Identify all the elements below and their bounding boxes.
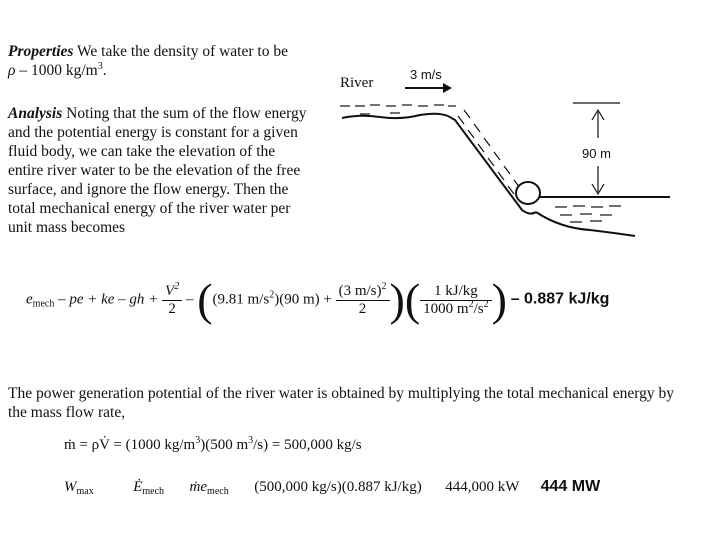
- wmax-values: (500,000 kg/s)(0.887 kJ/kg): [254, 479, 422, 495]
- wmax-result: 444 MW: [540, 478, 601, 495]
- analysis-heading: Analysis: [8, 105, 63, 122]
- velocity-fraction: $\frac{(3 m/s)^2}{2}$: [336, 283, 390, 318]
- minus-sign: –: [182, 291, 198, 308]
- height-arrow-up: [592, 110, 604, 138]
- emech-result: – 0.887 kJ/kg: [510, 290, 610, 308]
- right-paren: ): [389, 274, 405, 325]
- gravity-term: (9.81 m/s: [212, 291, 270, 308]
- density-value: – 1000 kg/m: [15, 62, 98, 79]
- wmax-equation: $W_{max}$ $Ė_{mech}$ ṁe$_{mech}$ (500,000 kg/s)(0.887 kJ/kg) 444,000 kW 444 MW: [64, 478, 601, 497]
- emech-dot-symbol: Ė: [133, 479, 143, 495]
- emech-equation: $e_{mech}$ – pe + ke – gh + $\frac{V^2}{2}$ – ((9.81 $m/s^2)(90$ m) + $\frac{(3 m/s)^2}{2}$ )( $\frac{1 kJ/kg}{1000 m^2/s^2}$ ) – 0.887 kJ/kg: [26, 274, 610, 325]
- rho-symbol: ρ: [8, 62, 16, 79]
- mass-flow-text: ṁ = ρV̇ = (1000 kg/m: [64, 437, 196, 453]
- mass-flow-equation: ṁ = ρV̇ = (1000 $kg/m^3)(500$ $m^3/s) = 500,000$ kg/s: [64, 435, 362, 453]
- analysis-line: surface, and ignore the flow energy. Then the: [8, 181, 289, 198]
- analysis-line: entire river water to be the elevation of the free: [8, 162, 301, 179]
- river-diagram: [330, 60, 700, 245]
- analysis-line: fluid body, we can take the elevation of the: [8, 143, 276, 160]
- properties-paragraph: [8, 42, 328, 80]
- wmax-symbol: W: [64, 479, 77, 495]
- conversion-left-paren: (: [404, 274, 421, 325]
- properties-heading: Properties: [8, 43, 74, 60]
- analysis-line: and the potential energy is constant for a given: [8, 124, 298, 141]
- speed-label: 3 m/s: [410, 67, 442, 82]
- wmax-kw: 444,000 kW: [445, 479, 520, 495]
- emech-symbol: e: [26, 291, 33, 308]
- waterfall: [458, 110, 520, 194]
- properties-text: We take the density of water to be: [73, 43, 288, 60]
- lower-water: [555, 206, 621, 222]
- analysis-line: unit mass becomes: [8, 219, 126, 236]
- density-exponent: 3: [97, 61, 103, 72]
- conversion-right-paren: ): [491, 274, 507, 325]
- left-paren: (: [197, 274, 213, 325]
- power-line: The power generation potential of the river water is obtained by multiplying the total mechanical energy by: [8, 385, 675, 402]
- conversion-fraction: $\frac{1 kJ/kg}{1000 m^2/s^2}$: [420, 283, 491, 318]
- height-arrow-down: [592, 166, 604, 194]
- river-label: River: [340, 75, 374, 91]
- turbine-icon: [516, 182, 540, 204]
- power-line: the mass flow rate,: [8, 404, 126, 421]
- energy-terms: – pe + ke – gh +: [54, 291, 163, 308]
- water-surface: [340, 105, 456, 114]
- river-bed: [342, 114, 536, 214]
- analysis-line: total mechanical energy of the river water per: [8, 200, 291, 217]
- lower-bed: [536, 212, 635, 236]
- height-label: 90 m: [582, 146, 611, 161]
- properties-period: .: [102, 62, 107, 79]
- analysis-paragraph: [8, 104, 333, 237]
- power-paragraph: [8, 384, 718, 422]
- analysis-line: Noting that the sum of the flow energy: [62, 105, 307, 122]
- kinetic-fraction: $\frac{V^2}{2}$: [162, 283, 182, 318]
- me-mech-symbol: ṁe: [189, 479, 208, 495]
- height-term: )(90 m) +: [274, 291, 336, 308]
- emech-subscript: mech: [32, 298, 55, 310]
- flow-arrow: [405, 83, 452, 93]
